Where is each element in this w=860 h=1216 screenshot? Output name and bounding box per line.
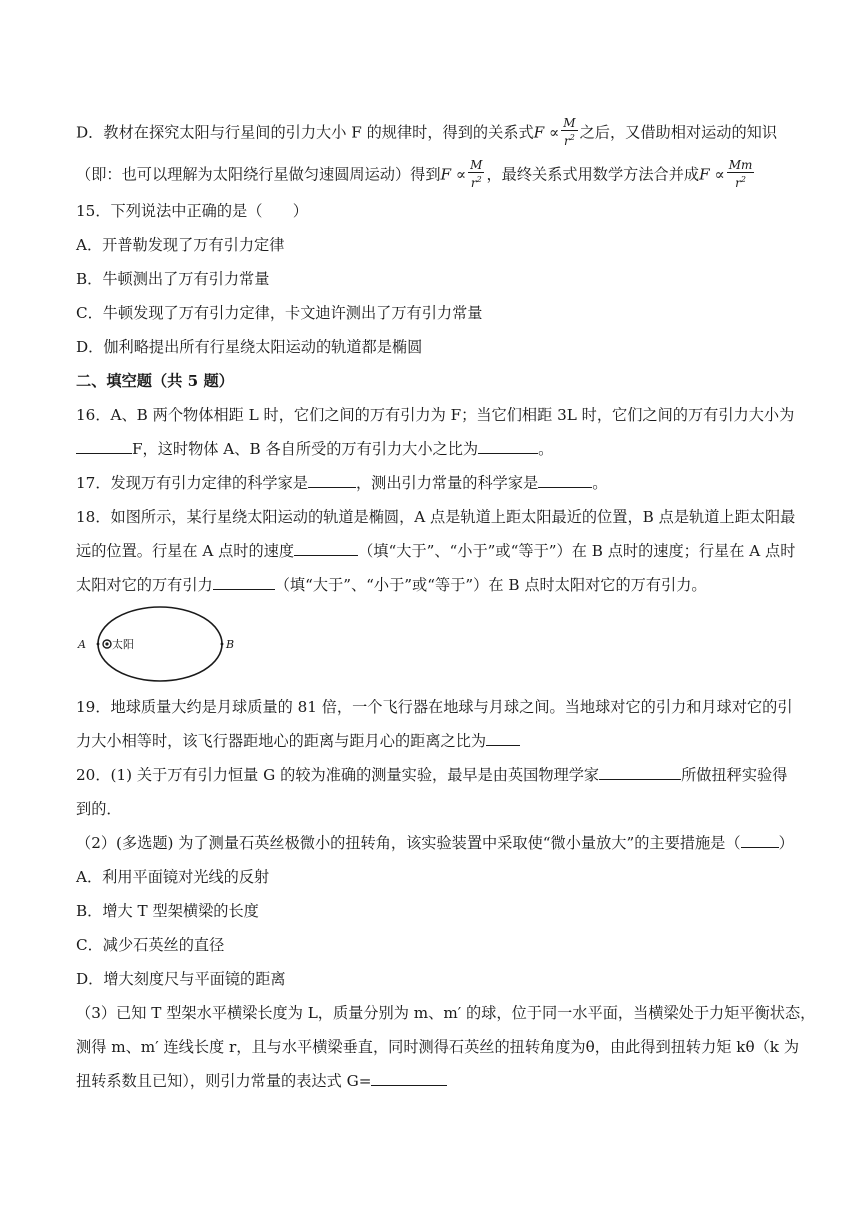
q20-option-b: B．增大 T 型架横梁的长度	[76, 902, 259, 920]
q20-line1	[76, 765, 786, 785]
formula-2-denominator: $r^2$	[470, 175, 482, 190]
section-heading-fill-in: 二、填空题（共 5 题）	[76, 372, 234, 390]
formula-1-numerator: M	[563, 116, 576, 130]
q20-part3-text: 扭转系数且已知），则引力常量的表达式 G=	[76, 1072, 372, 1090]
q16-line2-end: 。	[538, 440, 554, 458]
formula-3-denominator: $r^2$	[735, 175, 746, 190]
q14-option-d-text3: （即：也可以理解为太阳绕行星做匀速圆周运动）得到	[76, 165, 441, 184]
q17-blank-2[interactable]	[538, 473, 592, 488]
q19-line2	[76, 731, 786, 751]
q16-line1: 16．A、B 两个物体相距 L 时，它们之间的万有引力为 F；当它们相距 3L 时，它们之间的万有引力大小为	[76, 406, 795, 424]
q17-text-a: 17．发现万有引力定律的科学家是	[76, 474, 308, 492]
q20-part3-line3	[76, 1071, 786, 1091]
q14-option-d-text: 教材在探究太阳与行星间的引力大小 F 的规律时，得到的关系式	[103, 123, 534, 142]
orbit-diagram	[74, 604, 234, 684]
q15-stem: 15．下列说法中正确的是（ ）	[76, 202, 308, 220]
q20-line1-text-b: 所做扭秤实验得	[681, 766, 788, 784]
formula-1-denominator: $r^2$	[564, 133, 575, 148]
formula-2-fraction	[468, 159, 484, 190]
q20-option-c: C．减少石英丝的直径	[76, 936, 225, 954]
q18-line2	[76, 541, 796, 561]
q14-option-d-text2: 之后，又借助相对运动的知识	[579, 123, 778, 142]
formula-3-lhs: F ∝	[699, 165, 725, 184]
q20-part2-stem	[76, 833, 794, 853]
q19-line1: 19．地球质量大约是月球质量的 81 倍，一个飞行器在地球与月球之间。当地球对它的引力和月球对它的引	[76, 698, 793, 716]
q16-line2	[76, 439, 786, 459]
formula-2-numerator: M	[470, 158, 483, 172]
q15-option-b: B．牛顿测出了万有引力常量	[76, 270, 270, 288]
q18-line3-text-b: （填“大于”、“小于”或“等于”）在 B 点时太阳对它的万有引力。	[274, 576, 707, 594]
q18-blank-2[interactable]	[213, 575, 275, 590]
q14-option-d-line1	[76, 118, 786, 149]
q16-blank-1[interactable]	[76, 439, 132, 454]
q20-option-d: D．增大刻度尺与平面镜的距离	[76, 970, 286, 988]
q20-line1-text-a: 20．(1) 关于万有引力恒量 G 的较为准确的测量实验，最早是由英国物理学家	[76, 766, 600, 784]
q20-line2: 到的．	[76, 800, 122, 818]
formula-3-numerator: Mm	[728, 158, 753, 172]
q17-text-b: ，测出引力常量的科学家是	[355, 474, 539, 492]
q18-line2-text-a: 远的位置。行星在 A 点时的速度	[76, 542, 295, 560]
formula-3-fraction	[727, 159, 755, 190]
formula-2-lhs: F ∝	[440, 165, 467, 184]
q17-blank-1[interactable]	[308, 473, 356, 488]
formula-1-lhs: F ∝	[533, 123, 560, 142]
sun-center	[105, 642, 108, 645]
q18-line2-text-b: （填“大于”、“小于”或“等于”）在 B 点时的速度；行星在 A 点时	[358, 542, 796, 560]
q18-blank-1[interactable]	[294, 541, 358, 556]
q14-option-d-text4: ，最终关系式用数学方法合并成	[486, 165, 700, 184]
point-a-marker	[97, 643, 100, 646]
q17	[76, 473, 786, 493]
point-a-label: A	[78, 638, 86, 651]
point-b-marker	[221, 643, 224, 646]
q20-part2-end: ）	[778, 834, 794, 852]
q20-option-a: A．利用平面镜对光线的反射	[76, 868, 270, 886]
q15-option-c: C．牛顿发现了万有引力定律，卡文迪许测出了万有引力常量	[76, 304, 483, 322]
q20-blank-3[interactable]	[371, 1071, 447, 1086]
q18-line3-text-a: 太阳对它的万有引力	[76, 576, 213, 594]
q19-line2-text: 力大小相等时，该飞行器距地心的距离与距月心的距离之比为	[76, 732, 487, 750]
q20-part3-line1: （3）已知 T 型架水平横梁长度为 L，质量分别为 m、m′ 的球，位于同一水平面，当横梁处于力矩平衡状态，	[76, 1004, 816, 1022]
q18-line3	[76, 575, 786, 595]
q20-blank-2[interactable]	[741, 833, 779, 848]
point-b-label: B	[226, 638, 234, 651]
q19-blank[interactable]	[486, 731, 520, 746]
q20-blank-1[interactable]	[599, 765, 681, 780]
q18-line1: 18．如图所示，某行星绕太阳运动的轨道是椭圆，A 点是轨道上距太阳最近的位置，B 点是轨道上距太阳最	[76, 508, 796, 526]
q14-option-d-line2	[76, 160, 786, 191]
q20-part2-text: （2）(多选题) 为了测量石英丝极微小的扭转角，该实验装置中采取使“微小量放大”的主要措施是（	[76, 834, 741, 852]
sun-label: 太阳	[112, 638, 134, 651]
q17-text-c: 。	[592, 474, 608, 492]
q14-option-d-label: D．	[76, 123, 104, 142]
q16-line2-text: F，这时物体 A、B 各自所受的万有引力大小之比为	[132, 440, 479, 458]
formula-1-fraction	[561, 117, 577, 148]
q20-part3-line2: 测得 m、m′ 连线长度 r，且与水平横梁垂直，同时测得石英丝的扭转角度为θ，由此得到扭转力矩 kθ（k 为	[76, 1038, 800, 1056]
q15-option-a: A．开普勒发现了万有引力定律	[76, 236, 285, 254]
q16-blank-2[interactable]	[478, 439, 538, 454]
q15-option-d: D．伽利略提出所有行星绕太阳运动的轨道都是椭圆	[76, 338, 423, 356]
